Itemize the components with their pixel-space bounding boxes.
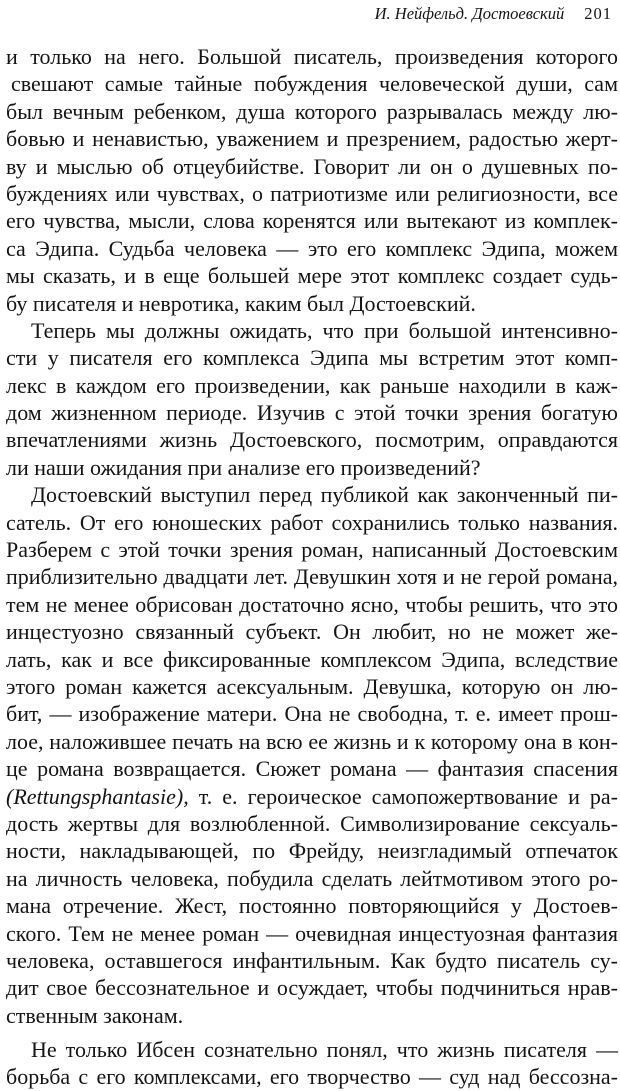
text-line: Не только Ибсен сознательно понял, что жизнь писателя — [31, 1037, 618, 1063]
text-line: мы сказать, и в еще большей мере этот комплекс создает судь- [6, 263, 618, 289]
text-line: са Эдипа. Судьба человека — это его комплекс Эдипа, можем [6, 235, 618, 261]
text-line: свешают самые тайные побуждения человеческой души, сам [11, 71, 618, 97]
text-line: был вечным ребенком, душа которого разрывалась между лю- [6, 98, 618, 124]
text-line: буждениях или чувствах, о патриотизме или религиозности, все [6, 180, 618, 206]
text-line: на личность человека, побудила сделать лейтмотивом этого ро- [6, 865, 618, 891]
text-line: мана отречение. Жест, постоянно повторяющийся у Достоев- [6, 893, 618, 919]
text-line-rest: т. е. героическое самопожертвование и ра- [198, 783, 619, 809]
text-line: ственным законам. [6, 1002, 184, 1028]
text-line: ности, накладывающей, по Фрейду, неизгладимый отпечаток [6, 838, 618, 864]
text-line: бу писателя и невротика, каким был Достоевский. [6, 290, 476, 316]
text-line: впечатлениями жизнь Достоевского, посмотрим, оправдаются [6, 427, 618, 453]
text-line: его чувства, мысли, слова коренятся или вытекают из комплек- [6, 208, 618, 234]
text-line: ского. Тем не менее роман — очевидная инцестуозная фантазия [6, 920, 618, 946]
text-line-with-term [6, 783, 618, 810]
text-line: Разберем с этой точки зрения роман, написанный Достоевским [6, 537, 618, 563]
text-line: дом жизненном периоде. Изучив с этой точки зрения богатую [6, 400, 618, 426]
text-line: тем не менее обрисован достаточно ясно, чтобы решить, что это [6, 591, 618, 617]
text-line: дит свое бессознательное и осуждает, чтобы подчиниться нрав- [6, 975, 618, 1001]
text-line: и только на него. Большой писатель, произведения которого [6, 44, 618, 69]
text-line: бит, — изображение матери. Она не свободна, т. е. имеет прош- [6, 701, 618, 727]
text-line: человека, оставшегося инфантильным. Как будто писатель су- [6, 947, 618, 973]
running-header-title: И. Нейфельд. Достоевский [374, 4, 565, 23]
text-line: сатель. От его юношеских работ сохранились только названия. [6, 509, 618, 535]
italic-term: (Rettungsphantasie), [6, 783, 189, 809]
text-line: бовью и ненавистью, уважением и презрением, радостью жерт- [6, 126, 618, 152]
body-text [6, 43, 618, 1091]
text-line: лое, наложившее печать на всю ее жизнь и к которому она в кон- [6, 728, 618, 754]
text-line: этого роман кажется асексуальным. Девушка, которую он лю- [6, 673, 618, 699]
text-line: Достоевский выступил перед публикой как законченный пи- [31, 482, 618, 508]
text-line: лекс в каждом его произведении, как раньше находили в каж- [6, 372, 618, 398]
text-line: лать, как и все фиксированные комплексом Эдипа, вследствие [6, 646, 618, 672]
text-line: ву и мыслью об отцеубийстве. Говорит ли он о душевных по- [6, 153, 618, 179]
text-line: борьба с его комплексами, его творчество — суд над бессозна- [6, 1064, 618, 1090]
text-line: Теперь мы должны ожидать, что при большой интенсивно- [31, 317, 618, 343]
text-line: сти у писателя его комплекса Эдипа мы встретим этот комп- [6, 345, 618, 371]
text-line: дость жертвы для возлюбленной. Символизирование сексуаль- [6, 810, 618, 836]
text-line: инцестуозно связанный субъект. Он любит, но не может же- [6, 619, 618, 645]
text-line: ли наши ожидания при анализе его произведений? [6, 454, 481, 480]
text-line: приблизительно двадцати лет. Девушкин хотя и не герой романа, [6, 564, 618, 590]
text-line: це романа возвращается. Сюжет романа — фантазия спасения [6, 756, 618, 782]
running-header [0, 4, 612, 24]
page-number: 201 [584, 4, 612, 23]
